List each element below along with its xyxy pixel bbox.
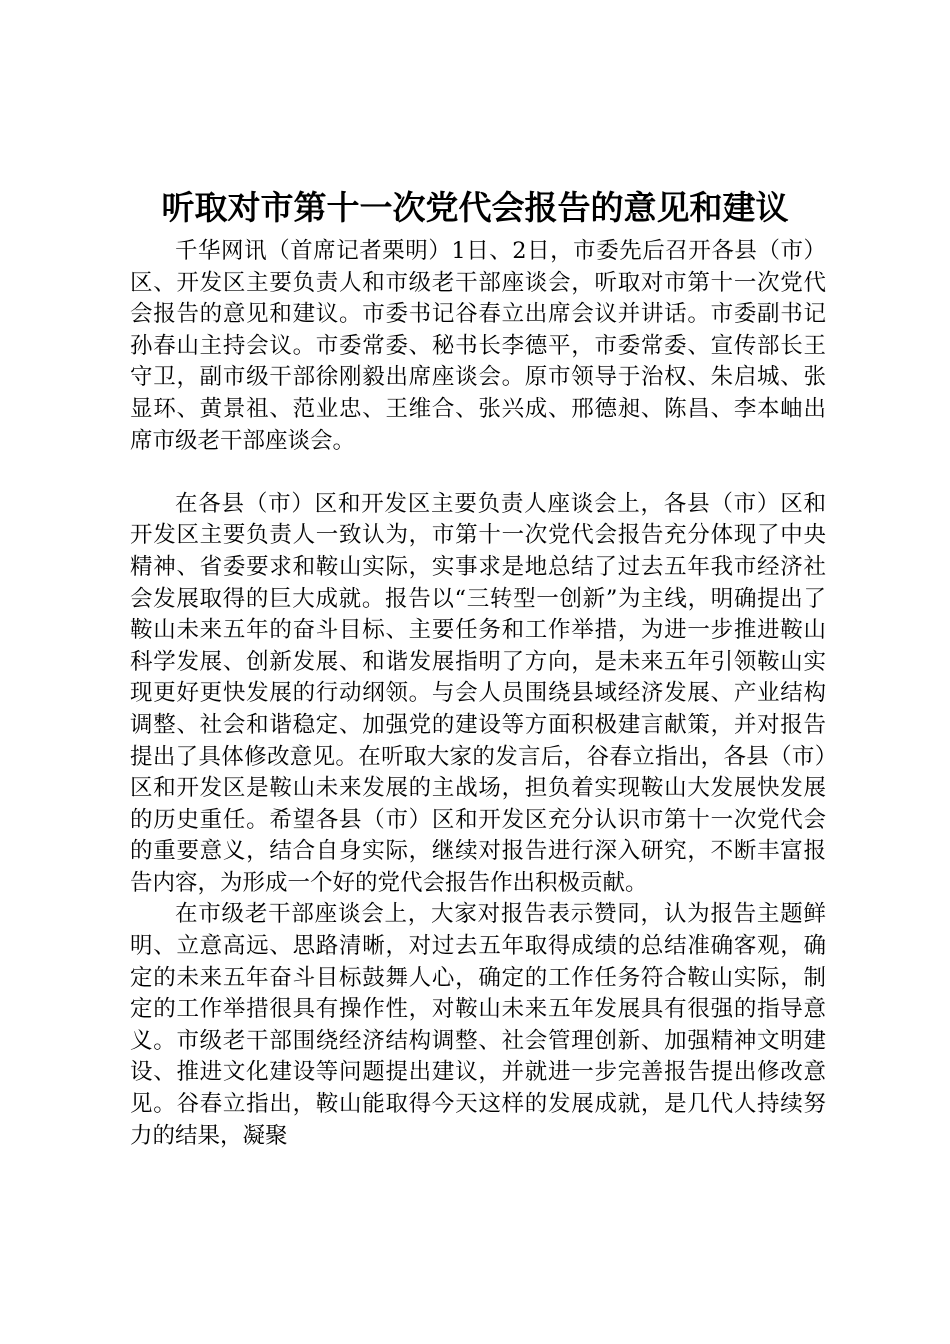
paragraph-3: 在市级老干部座谈会上，大家对报告表示赞同，认为报告主题鲜明、立意高远、思路清晰，对过去五年取得成绩的总结准确客观，确定的未来五年奋斗目标鼓舞人心，确定的工作任务符合鞍山实际，制定的工作举措很具有操作性，对鞍山未来五年发展具有很强的指导意义。市级老干部围绕经济结构调整、社会管理创新、加强精神文明建设、推进文化建设等问题提出建议，并就进一步完善报告提出修改意见。谷春立指出，鞍山能取得今天这样的发展成就，是几代人持续努力的结果，凝聚 [130, 901, 826, 1149]
document-body [130, 236, 826, 1152]
paragraph-1: 千华网讯（首席记者栗明）1日、2日，市委先后召开各县（市）区、开发区主要负责人和市级老干部座谈会，听取对市第十一次党代会报告的意见和建议。市委书记谷春立出席会议并讲话。市委副书记孙春山主持会议。市委常委、秘书长李德平，市委常委、宣传部长王守卫，副市级干部徐刚毅出席座谈会。原市领导于治权、朱启城、张显环、黄景祖、范业忠、王维合、张兴成、邢德昶、陈昌、李本岫出席市级老干部座谈会。 [130, 238, 826, 454]
paragraph-2: 在各县（市）区和开发区主要负责人座谈会上，各县（市）区和开发区主要负责人一致认为，市第十一次党代会报告充分体现了中央精神、省委要求和鞍山实际，实事求是地总结了过去五年我市经济社会发展取得的巨大成就。报告以“三转型一创新”为主线，明确提出了鞍山未来五年的奋斗目标、主要任务和工作举措，为进一步推进鞍山科学发展、创新发展、和谐发展指明了方向，是未来五年引领鞍山实现更好更快发展的行动纲领。与会人员围绕县域经济发展、产业结构调整、社会和谐稳定、加强党的建设等方面积极建言献策，并对报告提出了具体修改意见。在听取大家的发言后，谷春立指出，各县（市）区和开发区是鞍山未来发展的主战场，担负着实现鞍山大发展快发展的历史重任。希望各县（市）区和开发区充分认识市第十一次党代会的重要意义，结合自身实际，继续对报告进行深入研究，不断丰富报告内容，为形成一个好的党代会报告作出积极贡献。 [130, 490, 826, 896]
document-title: 听取对市第十一次党代会报告的意见和建议 [161, 188, 789, 227]
